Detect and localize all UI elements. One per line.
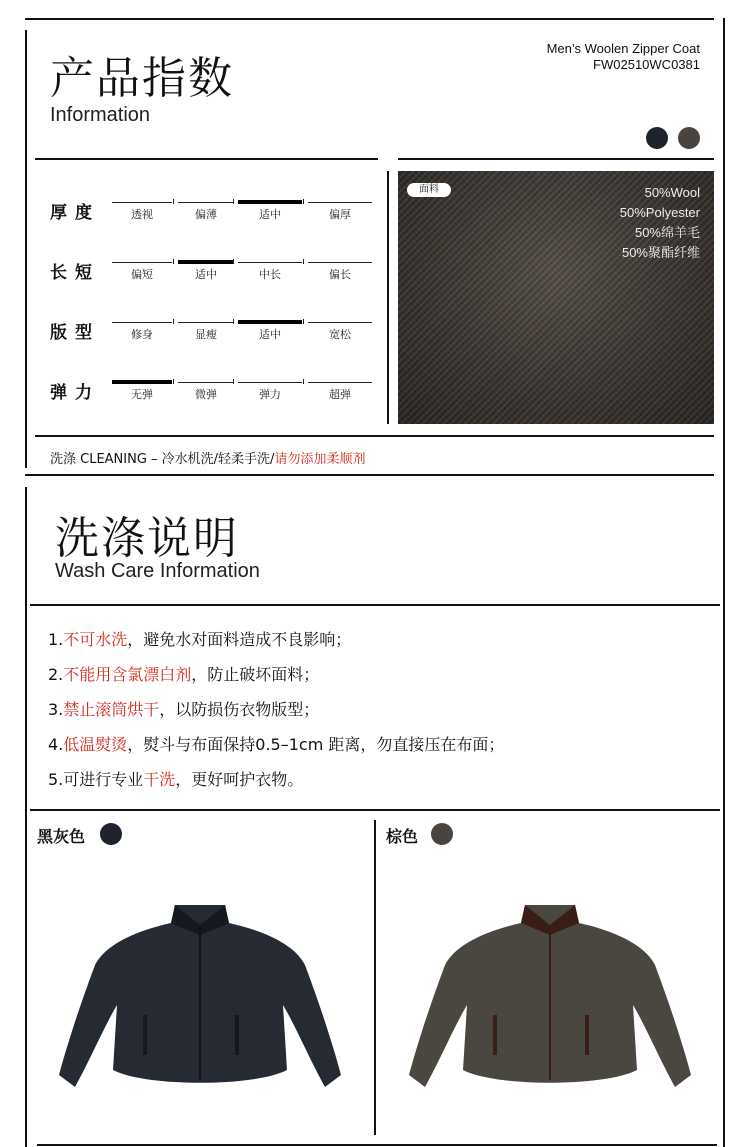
jacket-black-gray-image xyxy=(55,895,345,1095)
index-option xyxy=(112,322,172,341)
cleaning-warning: 请勿添加柔顺剂 xyxy=(274,452,366,467)
index-tick xyxy=(303,319,304,324)
wash-care-text: ，以防损伤衣物版型； xyxy=(159,700,320,719)
wash-care-warning: 低温熨烫 xyxy=(63,735,128,754)
wash-care-text: 1. xyxy=(48,630,64,649)
index-option-bar xyxy=(308,322,372,323)
index-tick xyxy=(303,379,304,384)
divider-vertical xyxy=(387,171,389,424)
index-option-label: 偏长 xyxy=(329,268,351,281)
divider-cleaning xyxy=(35,435,714,437)
index-tick xyxy=(233,199,234,204)
index-option-label: 适中 xyxy=(195,268,217,281)
index-label: 长短 xyxy=(50,263,100,283)
index-tick xyxy=(173,259,174,264)
product-code: FW02510WC0381 xyxy=(593,57,700,72)
wash-care-warning: 不可水洗 xyxy=(63,630,128,649)
wash-care-item xyxy=(48,627,351,650)
top-border xyxy=(25,18,714,20)
wash-divider xyxy=(30,604,720,606)
swatch-brown xyxy=(678,127,700,149)
index-option xyxy=(308,322,372,341)
color-swatch-brown xyxy=(431,823,453,845)
index-option-bar xyxy=(112,380,172,384)
wash-care-text: ，避免水对面料造成不良影响； xyxy=(127,630,352,649)
cleaning-note-text: 洗涤 CLEANING – 冷水机洗/轻柔手洗/ xyxy=(50,452,275,467)
index-option-bar xyxy=(178,260,234,264)
index-option xyxy=(238,382,302,401)
fabric-tag: 面料 xyxy=(407,183,451,197)
divider-left xyxy=(35,158,378,160)
index-option-bar xyxy=(112,322,172,323)
index-option-label: 弹力 xyxy=(259,388,281,401)
index-option-bar xyxy=(238,200,302,204)
index-tick xyxy=(173,319,174,324)
index-option-label: 修身 xyxy=(131,328,153,341)
index-tick xyxy=(173,379,174,384)
index-label: 厚度 xyxy=(50,203,100,223)
index-tick xyxy=(173,199,174,204)
index-option xyxy=(178,262,234,281)
index-option-label: 透视 xyxy=(131,208,153,221)
product-title-en: Information xyxy=(50,104,151,126)
wash-care-warning: 禁止滚筒烘干 xyxy=(63,700,160,719)
wash-care-text: 5.可进行专业 xyxy=(48,770,144,789)
index-option xyxy=(178,322,234,341)
index-option xyxy=(308,262,372,281)
index-option-bar xyxy=(112,202,172,203)
index-option-bar xyxy=(238,382,302,383)
wash-care-item xyxy=(48,662,319,685)
index-label: 弹力 xyxy=(50,383,100,403)
index-option-label: 显瘦 xyxy=(195,328,217,341)
index-option-label: 适中 xyxy=(259,208,281,221)
index-option-bar xyxy=(238,320,302,324)
index-option xyxy=(178,382,234,401)
wash-care-item xyxy=(48,732,504,755)
index-option xyxy=(112,202,172,221)
wash-care-text: 4. xyxy=(48,735,64,754)
wash-care-item xyxy=(48,767,303,790)
index-option xyxy=(308,202,372,221)
index-option xyxy=(112,382,172,401)
index-tick xyxy=(233,319,234,324)
color-name-black-gray: 黑灰色 xyxy=(37,827,86,846)
section-divider xyxy=(25,474,714,476)
colors-vertical-divider xyxy=(374,820,376,1135)
jacket-shape xyxy=(59,905,341,1087)
index-option-label: 超弹 xyxy=(329,388,351,401)
bottom-divider xyxy=(37,1144,717,1146)
index-option xyxy=(112,262,172,281)
index-option-label: 无弹 xyxy=(131,388,153,401)
wash-care-warning: 干洗 xyxy=(143,770,176,789)
colors-divider xyxy=(30,809,720,811)
index-option-bar xyxy=(178,202,234,203)
index-option-label: 偏短 xyxy=(131,268,153,281)
wash-care-warning: 不能用含氯漂白剂 xyxy=(63,665,192,684)
index-option xyxy=(238,322,302,341)
jacket-brown-image xyxy=(405,895,695,1095)
index-option-bar xyxy=(238,262,302,263)
index-option-bar xyxy=(308,262,372,263)
composition-line: 50%绵羊毛 xyxy=(634,225,700,240)
wash-care-text: ，更好呵护衣物。 xyxy=(175,770,304,789)
jacket-shape xyxy=(409,905,691,1087)
index-option-bar xyxy=(112,262,172,263)
index-option-label: 偏厚 xyxy=(329,208,351,221)
right-border-top xyxy=(723,18,725,1147)
product-name: Men’s Woolen Zipper Coat xyxy=(546,41,700,56)
fabric-composition xyxy=(620,183,700,263)
index-tick xyxy=(233,379,234,384)
color-name-brown: 棕色 xyxy=(386,827,419,846)
index-label: 版型 xyxy=(50,323,100,343)
product-title-cn: 产品指数 xyxy=(50,53,234,104)
color-swatch-black-gray xyxy=(100,823,122,845)
wash-title-cn: 洗涤说明 xyxy=(55,513,239,564)
composition-line: 50%Polyester xyxy=(619,205,700,220)
cleaning-note xyxy=(50,448,365,467)
fabric-photo xyxy=(398,171,714,424)
index-tick xyxy=(303,259,304,264)
index-option-label: 适中 xyxy=(259,328,281,341)
wash-care-text: 3. xyxy=(48,700,64,719)
index-tick xyxy=(233,259,234,264)
index-option-bar xyxy=(178,322,234,323)
swatch-black-gray xyxy=(646,127,668,149)
index-option-label: 偏薄 xyxy=(195,208,217,221)
wash-care-text: ，防止破坏面料； xyxy=(191,665,320,684)
index-option-label: 微弹 xyxy=(195,388,217,401)
divider-right xyxy=(398,158,714,160)
wash-care-text: ，熨斗与布面保持0.5–1cm 距离，勿直接压在布面； xyxy=(127,735,505,754)
index-option xyxy=(238,202,302,221)
index-option-bar xyxy=(308,382,372,383)
index-option xyxy=(178,202,234,221)
index-option-label: 宽松 xyxy=(329,328,351,341)
index-tick xyxy=(303,199,304,204)
index-option xyxy=(238,262,302,281)
wash-care-item xyxy=(48,697,319,720)
index-option-bar xyxy=(308,202,372,203)
left-border-bottom xyxy=(25,487,27,1147)
wash-care-text: 2. xyxy=(48,665,64,684)
index-option xyxy=(308,382,372,401)
wash-title-en: Wash Care Information xyxy=(55,560,260,582)
left-border-top xyxy=(25,30,27,468)
index-option-label: 中长 xyxy=(259,268,281,281)
index-option-bar xyxy=(178,382,234,383)
composition-line: 50%聚酯纤维 xyxy=(621,245,700,260)
composition-line: 50%Wool xyxy=(644,185,700,200)
